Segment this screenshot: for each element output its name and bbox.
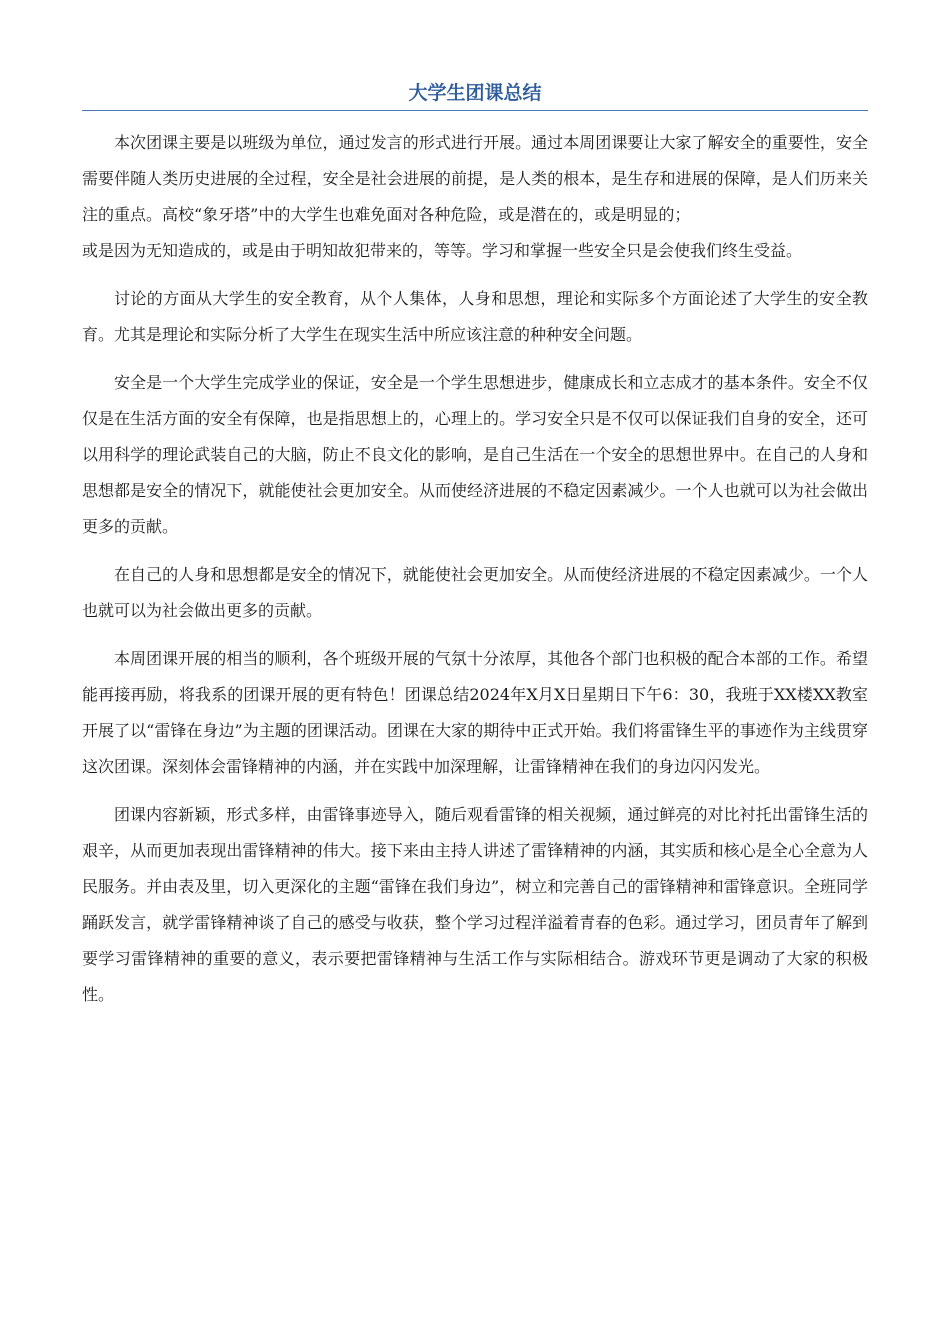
- paragraph-4: 安全是一个大学生完成学业的保证，安全是一个学生思想进步，健康成长和立志成才的基本条件。安全不仅仅是在生活方面的安全有保障，也是指思想上的，心理上的。学习安全只是不仅可以保证我们自身的安全，还可以用科学的理论武装自己的大脑，防止不良文化的影响，是自己生活在一个安全的思想世界中。在自己的人身和思想都是安全的情况下，就能使社会更加安全。从而使经济进展的不稳定因素减少。一个人也就可以为社会做出更多的贡献。: [82, 373, 868, 536]
- document-page: [82, 78, 868, 1013]
- paragraph-6: 本周团课开展的相当的顺利，各个班级开展的气氛十分浓厚，其他各个部门也积极的配合本部的工作。希望能再接再励，将我系的团课开展的更有特色！团课总结2024年X月X日星期日下午6：30，我班于XX楼XX教室开展了以“雷锋在身边”为主题的团课活动。团课在大家的期待中正式开始。我们将雷锋生平的事迹作为主线贯穿这次团课。深刻体会雷锋精神的内涵，并在实践中加深理解，让雷锋精神在我们的身边闪闪发光。: [82, 649, 868, 776]
- document-body: [82, 125, 868, 1013]
- paragraph-2: 或是因为无知造成的，或是由于明知故犯带来的，等等。学习和掌握一些安全只是会使我们终生受益。: [82, 241, 803, 260]
- paragraph-1: 本次团课主要是以班级为单位，通过发言的形式进行开展。通过本周团课要让大家了解安全的重要性，安全需要伴随人类历史进展的全过程，安全是社会进展的前提，是人类的根本，是生存和进展的保障，是人们历来关注的重点。高校“象牙塔”中的大学生也难免面对各种危险，或是潜在的，或是明显的；: [82, 133, 868, 224]
- paragraph-5: 在自己的人身和思想都是安全的情况下，就能使社会更加安全。从而使经济进展的不稳定因素减少。一个人也就可以为社会做出更多的贡献。: [82, 565, 868, 620]
- paragraph-3: 讨论的方面从大学生的安全教育，从个人集体，人身和思想，理论和实际多个方面论述了大学生的安全教育。尤其是理论和实际分析了大学生在现实生活中所应该注意的种种安全问题。: [82, 289, 868, 344]
- paragraph-7: 团课内容新颖，形式多样，由雷锋事迹导入，随后观看雷锋的相关视频，通过鲜亮的对比衬托出雷锋生活的艰辛，从而更加表现出雷锋精神的伟大。接下来由主持人讲述了雷锋精神的内涵，其实质和核心是全心全意为人民服务。并由表及里，切入更深化的主题“雷锋在我们身边”，树立和完善自己的雷锋精神和雷锋意识。全班同学踊跃发言，就学雷锋精神谈了自己的感受与收获，整个学习过程洋溢着青春的色彩。通过学习，团员青年了解到要学习雷锋精神的重要的意义，表示要把雷锋精神与生活工作与实际相结合。游戏环节更是调动了大家的积极性。: [82, 805, 868, 1004]
- document-title: 大学生团课总结: [82, 78, 868, 111]
